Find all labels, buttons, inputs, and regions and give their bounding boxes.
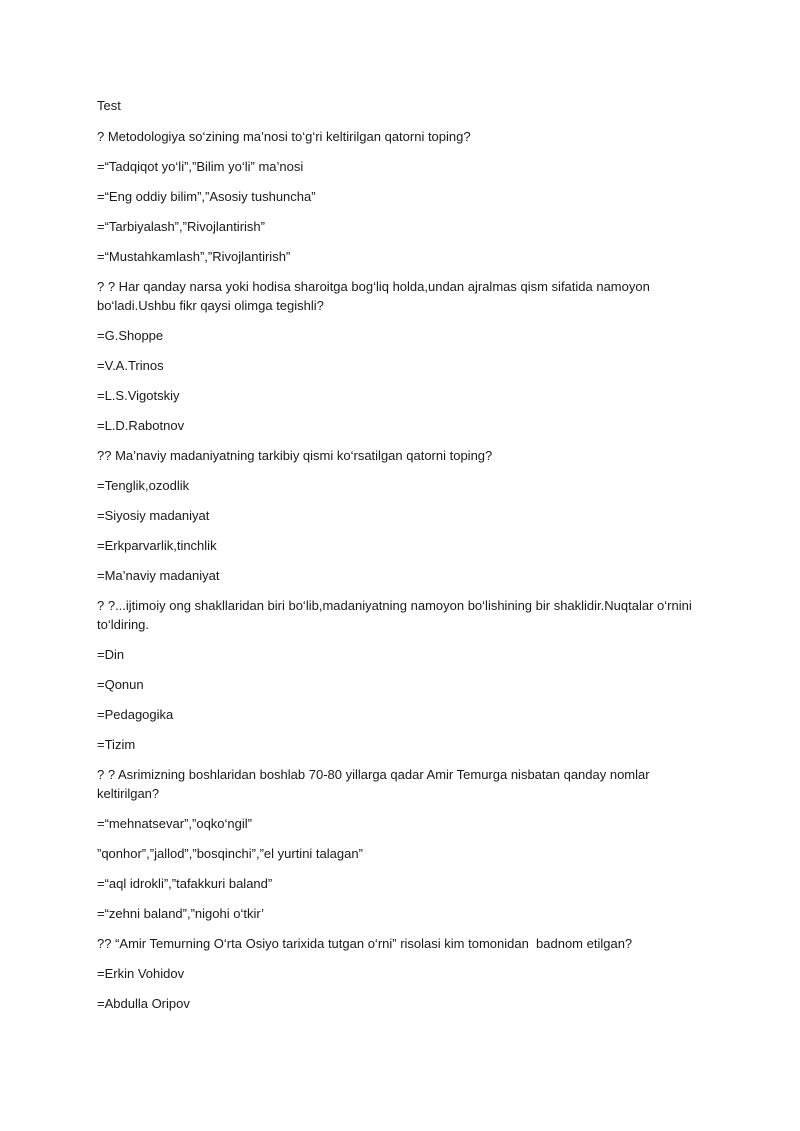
document-title: Test	[97, 98, 121, 113]
answer-option: =“Mustahkamlash”,”Rivojlantirish”	[97, 249, 291, 264]
question-3: ?? Ma’naviy madaniyatning tarkibiy qismi ko‘rsatilgan qatorni toping?	[97, 448, 493, 463]
answer-option: =Qonun	[97, 677, 144, 692]
answer-option: =“Tarbiyalash”,”Rivojlantirish”	[97, 219, 265, 234]
answer-option: =“mehnatsevar”,”oqko‘ngil”	[97, 816, 252, 831]
document-body	[97, 96, 697, 1024]
answer-option: =“zehni baland”,”nigohi o‘tkir’	[97, 906, 265, 921]
answer-option: =Tizim	[97, 737, 136, 752]
question-4: ? ?...ijtimoiy ong shakllaridan biri bo‘lib,madaniyatning namoyon bo‘lishining bir shaklidir.Nuqtalar o‘rnini to‘ldiring.	[97, 598, 696, 632]
question-5: ? ? Asrimizning boshlaridan boshlab 70-80 yillarga qadar Amir Temurga nisbatan qanday nomlar keltirilgan?	[97, 767, 654, 801]
answer-option: =Din	[97, 647, 125, 662]
answer-option: =Erkin Vohidov	[97, 966, 185, 981]
answer-option: =Tenglik,ozodlik	[97, 478, 190, 493]
question-1: ? Metodologiya so‘zining ma’nosi to‘g‘ri keltirilgan qatorni toping?	[97, 129, 471, 144]
answer-option: =G.Shoppe	[97, 328, 164, 343]
question-6: ?? “Amir Temurning O‘rta Osiyo tarixida tutgan o‘rni” risolasi kim tomonidan badnom etilgan?	[97, 936, 633, 951]
answer-option: =V.A.Trinos	[97, 358, 164, 373]
answer-option: =“aql idrokli”,”tafakkuri baland”	[97, 876, 273, 891]
answer-option: =Ma’naviy madaniyat	[97, 568, 220, 583]
answer-option: =“Eng oddiy bilim”,”Asosiy tushuncha”	[97, 189, 316, 204]
answer-option: =Pedagogika	[97, 707, 174, 722]
answer-option: =Erkparvarlik,tinchlik	[97, 538, 217, 553]
answer-option: ”qonhor”,”jallod”,”bosqinchi”,”el yurtini talagan”	[97, 846, 363, 861]
question-2: ? ? Har qanday narsa yoki hodisa sharoitga bog‘liq holda,undan ajralmas qism sifatida namoyon bo‘ladi.Ushbu fikr qaysi olimga tegishli?	[97, 279, 654, 313]
answer-option: =Siyosiy madaniyat	[97, 508, 210, 523]
answer-option: =Abdulla Oripov	[97, 996, 190, 1011]
answer-option: =L.D.Rabotnov	[97, 418, 185, 433]
answer-option: =L.S.Vigotskiy	[97, 388, 180, 403]
answer-option: =“Tadqiqot yo‘li”,”Bilim yo‘li” ma’nosi	[97, 159, 304, 174]
